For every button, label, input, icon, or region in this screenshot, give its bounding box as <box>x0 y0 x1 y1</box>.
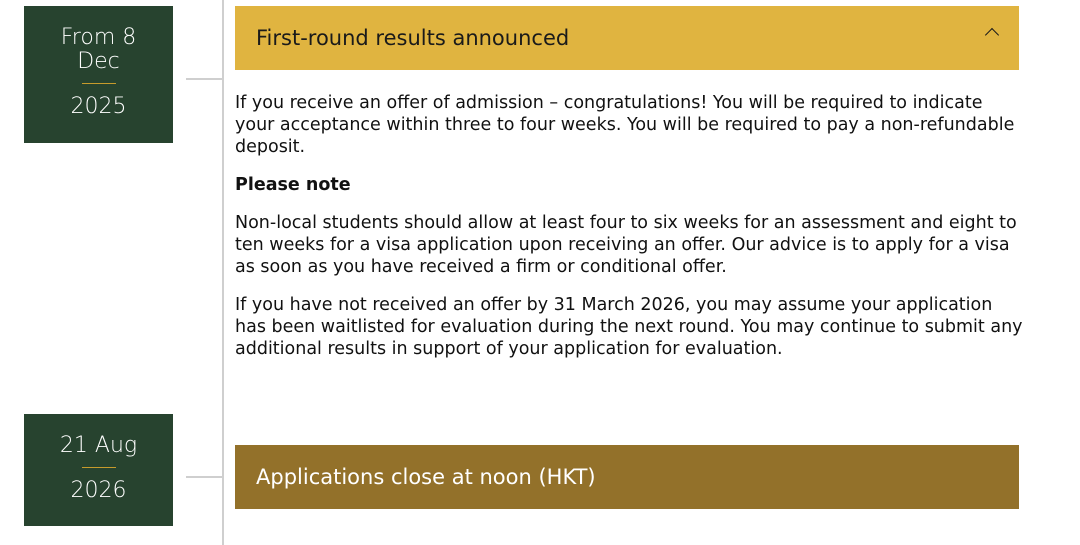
body-paragraph: If you have not received an offer by 31 March 2026, you may assume your application has been waitlisted for evaluation during the next round. You may continue to submit any additional results in support of your application for evaluation. <box>235 295 1023 359</box>
accordion-title: Applications close at noon (HKT) <box>256 465 596 489</box>
accordion-header-first-round[interactable] <box>235 6 1019 70</box>
body-paragraph: Non-local students should allow at least four to six weeks for an assessment and eight to ten weeks for a visa application upon receiving an offer. Our advice is to apply for a visa as soon as you have received a firm or conditional offer. <box>235 213 1017 277</box>
date-year: 2026 <box>70 478 127 503</box>
chevron-up-icon[interactable] <box>985 28 999 42</box>
date-top: 21 Aug <box>59 433 138 458</box>
date-top-line2: Dec <box>77 49 120 74</box>
note-heading: Please note <box>235 175 351 195</box>
date-year: 2025 <box>70 94 127 119</box>
accordion-body-first-round <box>235 92 1025 376</box>
date-box-applications-close <box>24 414 173 526</box>
accordion-title: First-round results announced <box>256 26 570 50</box>
date-separator <box>82 467 116 468</box>
accordion-header-applications-close[interactable] <box>235 445 1019 509</box>
timeline-line <box>222 0 224 545</box>
date-top-line1: From 8 <box>60 25 137 50</box>
body-paragraph: If you receive an offer of admission – congratulations! You will be required to indicate your acceptance within three to four weeks. You will be required to pay a non-refundable deposit. <box>235 93 1015 157</box>
timeline-connector <box>186 476 222 478</box>
date-box-first-round <box>24 6 173 143</box>
date-separator <box>82 83 116 84</box>
timeline-connector <box>186 78 222 80</box>
